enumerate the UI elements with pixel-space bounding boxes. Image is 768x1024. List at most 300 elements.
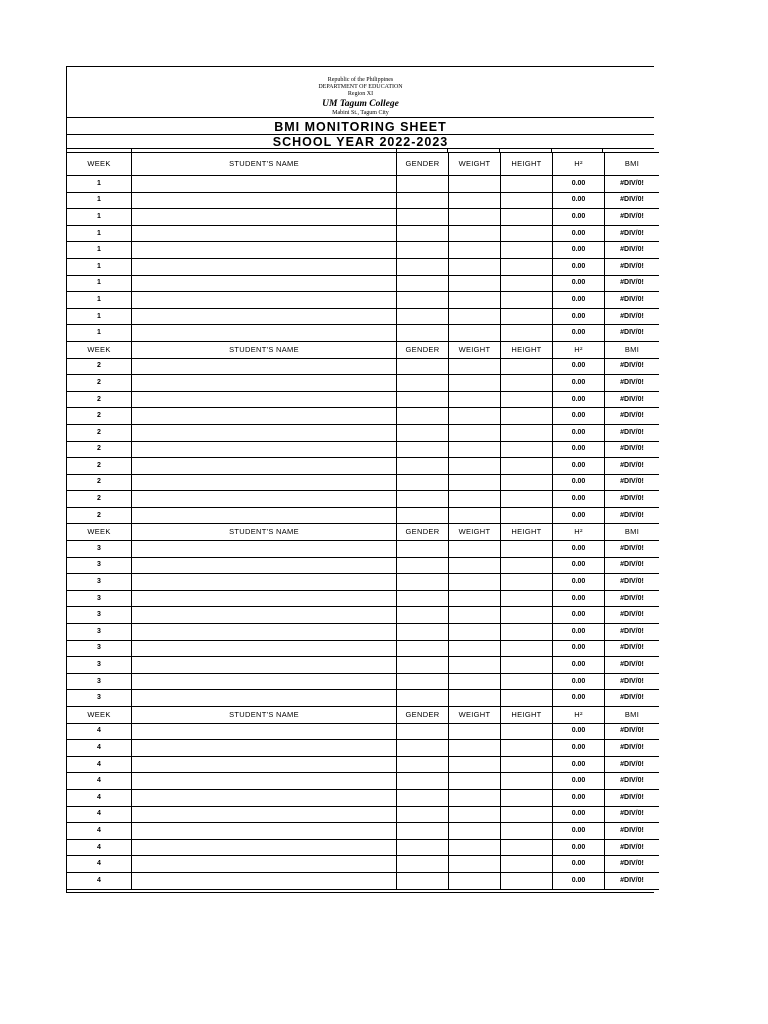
cell-weight[interactable] bbox=[449, 723, 501, 740]
cell-gender[interactable] bbox=[397, 590, 449, 607]
cell-name[interactable] bbox=[132, 856, 397, 873]
table-row bbox=[67, 242, 660, 259]
cell-h2: 0.00 bbox=[553, 192, 605, 209]
cell-name[interactable] bbox=[132, 690, 397, 707]
cell-name[interactable] bbox=[132, 225, 397, 242]
cell-bmi: #DIV/0! bbox=[605, 491, 660, 508]
cell-week: 1 bbox=[67, 275, 132, 292]
cell-name[interactable] bbox=[132, 640, 397, 657]
cell-weight[interactable] bbox=[449, 574, 501, 591]
cell-gender[interactable] bbox=[397, 740, 449, 757]
table-row bbox=[67, 624, 660, 641]
cell-bmi: #DIV/0! bbox=[605, 607, 660, 624]
cell-height[interactable] bbox=[501, 308, 553, 325]
cell-bmi: #DIV/0! bbox=[605, 258, 660, 275]
cell-week: 1 bbox=[67, 192, 132, 209]
sheet-title: BMI MONITORING SHEET bbox=[274, 120, 447, 134]
cell-height[interactable] bbox=[501, 424, 553, 441]
column-header-gender: GENDER bbox=[397, 153, 449, 176]
cell-height[interactable] bbox=[501, 358, 553, 375]
table-row bbox=[67, 740, 660, 757]
cell-name[interactable] bbox=[132, 474, 397, 491]
cell-bmi: #DIV/0! bbox=[605, 723, 660, 740]
cell-h2: 0.00 bbox=[553, 839, 605, 856]
table-row bbox=[67, 872, 660, 889]
cell-name[interactable] bbox=[132, 358, 397, 375]
cell-gender[interactable] bbox=[397, 607, 449, 624]
cell-h2: 0.00 bbox=[553, 242, 605, 259]
cell-week: 2 bbox=[67, 441, 132, 458]
table-row bbox=[67, 723, 660, 740]
cell-gender[interactable] bbox=[397, 242, 449, 259]
table-row bbox=[67, 408, 660, 425]
cell-h2: 0.00 bbox=[553, 507, 605, 524]
table-row bbox=[67, 640, 660, 657]
cell-bmi: #DIV/0! bbox=[605, 375, 660, 392]
cell-height[interactable] bbox=[501, 258, 553, 275]
cell-bmi: #DIV/0! bbox=[605, 176, 660, 193]
cell-gender[interactable] bbox=[397, 225, 449, 242]
cell-name[interactable] bbox=[132, 375, 397, 392]
bmi-table bbox=[66, 152, 659, 890]
table-row bbox=[67, 574, 660, 591]
cell-h2: 0.00 bbox=[553, 640, 605, 657]
cell-h2: 0.00 bbox=[553, 474, 605, 491]
cell-h2: 0.00 bbox=[553, 657, 605, 674]
table-row bbox=[67, 358, 660, 375]
cell-bmi: #DIV/0! bbox=[605, 325, 660, 342]
column-header-height: HEIGHT bbox=[501, 524, 553, 541]
cell-gender[interactable] bbox=[397, 806, 449, 823]
header-row bbox=[67, 153, 660, 176]
cell-gender[interactable] bbox=[397, 789, 449, 806]
cell-h2: 0.00 bbox=[553, 789, 605, 806]
cell-bmi: #DIV/0! bbox=[605, 408, 660, 425]
cell-bmi: #DIV/0! bbox=[605, 275, 660, 292]
cell-gender[interactable] bbox=[397, 823, 449, 840]
cell-height[interactable] bbox=[501, 657, 553, 674]
cell-bmi: #DIV/0! bbox=[605, 458, 660, 475]
cell-gender[interactable] bbox=[397, 375, 449, 392]
cell-weight[interactable] bbox=[449, 491, 501, 508]
cell-height[interactable] bbox=[501, 789, 553, 806]
cell-height[interactable] bbox=[501, 242, 553, 259]
cell-week: 2 bbox=[67, 375, 132, 392]
cell-h2: 0.00 bbox=[553, 872, 605, 889]
cell-h2: 0.00 bbox=[553, 408, 605, 425]
cell-height[interactable] bbox=[501, 607, 553, 624]
cell-weight[interactable] bbox=[449, 441, 501, 458]
cell-h2: 0.00 bbox=[553, 823, 605, 840]
cell-height[interactable] bbox=[501, 640, 553, 657]
table-row bbox=[67, 690, 660, 707]
cell-height[interactable] bbox=[501, 507, 553, 524]
cell-weight[interactable] bbox=[449, 507, 501, 524]
cell-weight[interactable] bbox=[449, 806, 501, 823]
cell-gender[interactable] bbox=[397, 308, 449, 325]
cell-week: 3 bbox=[67, 673, 132, 690]
cell-height[interactable] bbox=[501, 690, 553, 707]
table-row bbox=[67, 225, 660, 242]
cell-gender[interactable] bbox=[397, 325, 449, 342]
cell-height[interactable] bbox=[501, 624, 553, 641]
cell-height[interactable] bbox=[501, 839, 553, 856]
column-header-bmi: BMI bbox=[605, 707, 660, 724]
cell-weight[interactable] bbox=[449, 408, 501, 425]
cell-weight[interactable] bbox=[449, 308, 501, 325]
cell-bmi: #DIV/0! bbox=[605, 292, 660, 309]
cell-bmi: #DIV/0! bbox=[605, 657, 660, 674]
cell-height[interactable] bbox=[501, 441, 553, 458]
cell-name[interactable] bbox=[132, 806, 397, 823]
cell-bmi: #DIV/0! bbox=[605, 624, 660, 641]
cell-h2: 0.00 bbox=[553, 806, 605, 823]
cell-weight[interactable] bbox=[449, 176, 501, 193]
cell-bmi: #DIV/0! bbox=[605, 441, 660, 458]
table-row bbox=[67, 491, 660, 508]
cell-weight[interactable] bbox=[449, 590, 501, 607]
cell-height[interactable] bbox=[501, 176, 553, 193]
column-header-height: HEIGHT bbox=[501, 341, 553, 358]
cell-name[interactable] bbox=[132, 458, 397, 475]
table-row bbox=[67, 673, 660, 690]
column-header-gender: GENDER bbox=[397, 341, 449, 358]
cell-height[interactable] bbox=[501, 872, 553, 889]
cell-height[interactable] bbox=[501, 590, 553, 607]
cell-gender[interactable] bbox=[397, 209, 449, 226]
cell-height[interactable] bbox=[501, 491, 553, 508]
cell-week: 1 bbox=[67, 176, 132, 193]
cell-weight[interactable] bbox=[449, 325, 501, 342]
cell-name[interactable] bbox=[132, 624, 397, 641]
cell-name[interactable] bbox=[132, 408, 397, 425]
cell-name[interactable] bbox=[132, 209, 397, 226]
cell-week: 1 bbox=[67, 225, 132, 242]
cell-week: 1 bbox=[67, 209, 132, 226]
cell-height[interactable] bbox=[501, 557, 553, 574]
cell-weight[interactable] bbox=[449, 541, 501, 558]
cell-weight[interactable] bbox=[449, 839, 501, 856]
cell-height[interactable] bbox=[501, 292, 553, 309]
cell-weight[interactable] bbox=[449, 624, 501, 641]
cell-name[interactable] bbox=[132, 723, 397, 740]
cell-weight[interactable] bbox=[449, 673, 501, 690]
cell-week: 2 bbox=[67, 458, 132, 475]
table-row bbox=[67, 789, 660, 806]
cell-weight[interactable] bbox=[449, 557, 501, 574]
table-row bbox=[67, 474, 660, 491]
cell-gender[interactable] bbox=[397, 491, 449, 508]
cell-weight[interactable] bbox=[449, 657, 501, 674]
cell-week: 4 bbox=[67, 723, 132, 740]
cell-gender[interactable] bbox=[397, 690, 449, 707]
cell-h2: 0.00 bbox=[553, 458, 605, 475]
cell-weight[interactable] bbox=[449, 789, 501, 806]
cell-height[interactable] bbox=[501, 275, 553, 292]
table-row bbox=[67, 258, 660, 275]
letterhead-department: DEPARTMENT OF EDUCATION bbox=[318, 84, 403, 90]
cell-gender[interactable] bbox=[397, 756, 449, 773]
cell-height[interactable] bbox=[501, 225, 553, 242]
cell-bmi: #DIV/0! bbox=[605, 391, 660, 408]
cell-name[interactable] bbox=[132, 789, 397, 806]
cell-bmi: #DIV/0! bbox=[605, 192, 660, 209]
cell-weight[interactable] bbox=[449, 391, 501, 408]
cell-bmi: #DIV/0! bbox=[605, 308, 660, 325]
cell-name[interactable] bbox=[132, 823, 397, 840]
column-header-name: STUDENT'S NAME bbox=[132, 153, 397, 176]
cell-week: 3 bbox=[67, 557, 132, 574]
cell-gender[interactable] bbox=[397, 474, 449, 491]
cell-name[interactable] bbox=[132, 176, 397, 193]
cell-height[interactable] bbox=[501, 474, 553, 491]
cell-name[interactable] bbox=[132, 441, 397, 458]
cell-weight[interactable] bbox=[449, 292, 501, 309]
letterhead-school-name: UM Tagum College bbox=[322, 99, 399, 109]
cell-name[interactable] bbox=[132, 839, 397, 856]
table-row bbox=[67, 823, 660, 840]
cell-weight[interactable] bbox=[449, 424, 501, 441]
table-row bbox=[67, 839, 660, 856]
cell-gender[interactable] bbox=[397, 624, 449, 641]
cell-name[interactable] bbox=[132, 773, 397, 790]
cell-height[interactable] bbox=[501, 375, 553, 392]
cell-name[interactable] bbox=[132, 258, 397, 275]
cell-height[interactable] bbox=[501, 740, 553, 757]
cell-height[interactable] bbox=[501, 458, 553, 475]
cell-gender[interactable] bbox=[397, 391, 449, 408]
cell-weight[interactable] bbox=[449, 375, 501, 392]
cell-week: 2 bbox=[67, 391, 132, 408]
column-header-weight: WEIGHT bbox=[449, 341, 501, 358]
cell-gender[interactable] bbox=[397, 574, 449, 591]
cell-name[interactable] bbox=[132, 673, 397, 690]
cell-weight[interactable] bbox=[449, 607, 501, 624]
cell-weight[interactable] bbox=[449, 258, 501, 275]
cell-name[interactable] bbox=[132, 590, 397, 607]
cell-height[interactable] bbox=[501, 408, 553, 425]
cell-weight[interactable] bbox=[449, 209, 501, 226]
cell-gender[interactable] bbox=[397, 408, 449, 425]
cell-week: 4 bbox=[67, 740, 132, 757]
cell-name[interactable] bbox=[132, 756, 397, 773]
column-header-h2: H² bbox=[553, 524, 605, 541]
cell-weight[interactable] bbox=[449, 225, 501, 242]
cell-height[interactable] bbox=[501, 856, 553, 873]
header-row bbox=[67, 341, 660, 358]
column-header-height: HEIGHT bbox=[501, 707, 553, 724]
cell-h2: 0.00 bbox=[553, 541, 605, 558]
table-row bbox=[67, 557, 660, 574]
table-row bbox=[67, 375, 660, 392]
cell-gender[interactable] bbox=[397, 358, 449, 375]
cell-week: 3 bbox=[67, 690, 132, 707]
cell-height[interactable] bbox=[501, 541, 553, 558]
table-row bbox=[67, 275, 660, 292]
cell-bmi: #DIV/0! bbox=[605, 474, 660, 491]
cell-name[interactable] bbox=[132, 292, 397, 309]
cell-h2: 0.00 bbox=[553, 773, 605, 790]
cell-week: 4 bbox=[67, 839, 132, 856]
cell-height[interactable] bbox=[501, 806, 553, 823]
column-header-gender: GENDER bbox=[397, 707, 449, 724]
column-header-h2: H² bbox=[553, 707, 605, 724]
cell-weight[interactable] bbox=[449, 474, 501, 491]
cell-weight[interactable] bbox=[449, 458, 501, 475]
cell-bmi: #DIV/0! bbox=[605, 507, 660, 524]
cell-week: 4 bbox=[67, 806, 132, 823]
cell-height[interactable] bbox=[501, 823, 553, 840]
cell-weight[interactable] bbox=[449, 690, 501, 707]
cell-gender[interactable] bbox=[397, 541, 449, 558]
table-row bbox=[67, 192, 660, 209]
cell-gender[interactable] bbox=[397, 640, 449, 657]
cell-gender[interactable] bbox=[397, 507, 449, 524]
cell-h2: 0.00 bbox=[553, 375, 605, 392]
cell-name[interactable] bbox=[132, 507, 397, 524]
column-header-bmi: BMI bbox=[605, 153, 660, 176]
cell-gender[interactable] bbox=[397, 176, 449, 193]
cell-name[interactable] bbox=[132, 242, 397, 259]
cell-h2: 0.00 bbox=[553, 673, 605, 690]
cell-name[interactable] bbox=[132, 308, 397, 325]
header-row bbox=[67, 707, 660, 724]
cell-name[interactable] bbox=[132, 275, 397, 292]
table-row bbox=[67, 806, 660, 823]
table-row bbox=[67, 458, 660, 475]
cell-week: 3 bbox=[67, 657, 132, 674]
cell-gender[interactable] bbox=[397, 657, 449, 674]
cell-weight[interactable] bbox=[449, 275, 501, 292]
cell-gender[interactable] bbox=[397, 673, 449, 690]
cell-height[interactable] bbox=[501, 673, 553, 690]
column-header-weight: WEIGHT bbox=[449, 153, 501, 176]
cell-bmi: #DIV/0! bbox=[605, 358, 660, 375]
cell-height[interactable] bbox=[501, 325, 553, 342]
cell-height[interactable] bbox=[501, 192, 553, 209]
cell-h2: 0.00 bbox=[553, 607, 605, 624]
cell-height[interactable] bbox=[501, 391, 553, 408]
cell-gender[interactable] bbox=[397, 856, 449, 873]
cell-gender[interactable] bbox=[397, 292, 449, 309]
cell-week: 2 bbox=[67, 507, 132, 524]
cell-name[interactable] bbox=[132, 740, 397, 757]
column-header-bmi: BMI bbox=[605, 524, 660, 541]
cell-name[interactable] bbox=[132, 657, 397, 674]
cell-h2: 0.00 bbox=[553, 391, 605, 408]
cell-bmi: #DIV/0! bbox=[605, 590, 660, 607]
cell-name[interactable] bbox=[132, 607, 397, 624]
cell-gender[interactable] bbox=[397, 557, 449, 574]
cell-name[interactable] bbox=[132, 574, 397, 591]
cell-week: 1 bbox=[67, 242, 132, 259]
cell-height[interactable] bbox=[501, 723, 553, 740]
cell-gender[interactable] bbox=[397, 441, 449, 458]
cell-gender[interactable] bbox=[397, 723, 449, 740]
cell-weight[interactable] bbox=[449, 773, 501, 790]
cell-h2: 0.00 bbox=[553, 209, 605, 226]
cell-name[interactable] bbox=[132, 391, 397, 408]
cell-week: 2 bbox=[67, 474, 132, 491]
table-row bbox=[67, 590, 660, 607]
cell-gender[interactable] bbox=[397, 275, 449, 292]
cell-weight[interactable] bbox=[449, 242, 501, 259]
header-row bbox=[67, 524, 660, 541]
cell-h2: 0.00 bbox=[553, 176, 605, 193]
cell-week: 2 bbox=[67, 491, 132, 508]
cell-h2: 0.00 bbox=[553, 308, 605, 325]
cell-height[interactable] bbox=[501, 756, 553, 773]
cell-week: 1 bbox=[67, 258, 132, 275]
cell-height[interactable] bbox=[501, 574, 553, 591]
cell-height[interactable] bbox=[501, 773, 553, 790]
table-row bbox=[67, 292, 660, 309]
cell-gender[interactable] bbox=[397, 773, 449, 790]
cell-weight[interactable] bbox=[449, 823, 501, 840]
cell-bmi: #DIV/0! bbox=[605, 690, 660, 707]
cell-name[interactable] bbox=[132, 872, 397, 889]
cell-height[interactable] bbox=[501, 209, 553, 226]
cell-week: 3 bbox=[67, 590, 132, 607]
cell-name[interactable] bbox=[132, 491, 397, 508]
cell-weight[interactable] bbox=[449, 192, 501, 209]
cell-week: 1 bbox=[67, 325, 132, 342]
cell-name[interactable] bbox=[132, 557, 397, 574]
cell-bmi: #DIV/0! bbox=[605, 209, 660, 226]
cell-week: 4 bbox=[67, 789, 132, 806]
cell-bmi: #DIV/0! bbox=[605, 756, 660, 773]
cell-bmi: #DIV/0! bbox=[605, 773, 660, 790]
cell-gender[interactable] bbox=[397, 258, 449, 275]
cell-weight[interactable] bbox=[449, 856, 501, 873]
cell-week: 4 bbox=[67, 823, 132, 840]
column-header-bmi: BMI bbox=[605, 341, 660, 358]
table-row bbox=[67, 209, 660, 226]
cell-h2: 0.00 bbox=[553, 358, 605, 375]
cell-h2: 0.00 bbox=[553, 557, 605, 574]
cell-bmi: #DIV/0! bbox=[605, 823, 660, 840]
cell-bmi: #DIV/0! bbox=[605, 424, 660, 441]
cell-name[interactable] bbox=[132, 541, 397, 558]
cell-weight[interactable] bbox=[449, 740, 501, 757]
cell-gender[interactable] bbox=[397, 424, 449, 441]
cell-weight[interactable] bbox=[449, 756, 501, 773]
cell-bmi: #DIV/0! bbox=[605, 640, 660, 657]
letterhead-republic: Republic of the Philippines bbox=[327, 77, 394, 83]
cell-gender[interactable] bbox=[397, 192, 449, 209]
cell-h2: 0.00 bbox=[553, 441, 605, 458]
cell-bmi: #DIV/0! bbox=[605, 557, 660, 574]
cell-gender[interactable] bbox=[397, 458, 449, 475]
cell-week: 2 bbox=[67, 358, 132, 375]
column-header-gender: GENDER bbox=[397, 524, 449, 541]
cell-weight[interactable] bbox=[449, 358, 501, 375]
table-row bbox=[67, 657, 660, 674]
cell-h2: 0.00 bbox=[553, 491, 605, 508]
cell-weight[interactable] bbox=[449, 640, 501, 657]
column-header-h2: H² bbox=[553, 153, 605, 176]
cell-gender[interactable] bbox=[397, 872, 449, 889]
cell-name[interactable] bbox=[132, 192, 397, 209]
cell-gender[interactable] bbox=[397, 839, 449, 856]
column-header-week: WEEK bbox=[67, 341, 132, 358]
cell-week: 2 bbox=[67, 408, 132, 425]
cell-weight[interactable] bbox=[449, 872, 501, 889]
cell-week: 3 bbox=[67, 541, 132, 558]
cell-name[interactable] bbox=[132, 424, 397, 441]
cell-name[interactable] bbox=[132, 325, 397, 342]
column-header-week: WEEK bbox=[67, 524, 132, 541]
